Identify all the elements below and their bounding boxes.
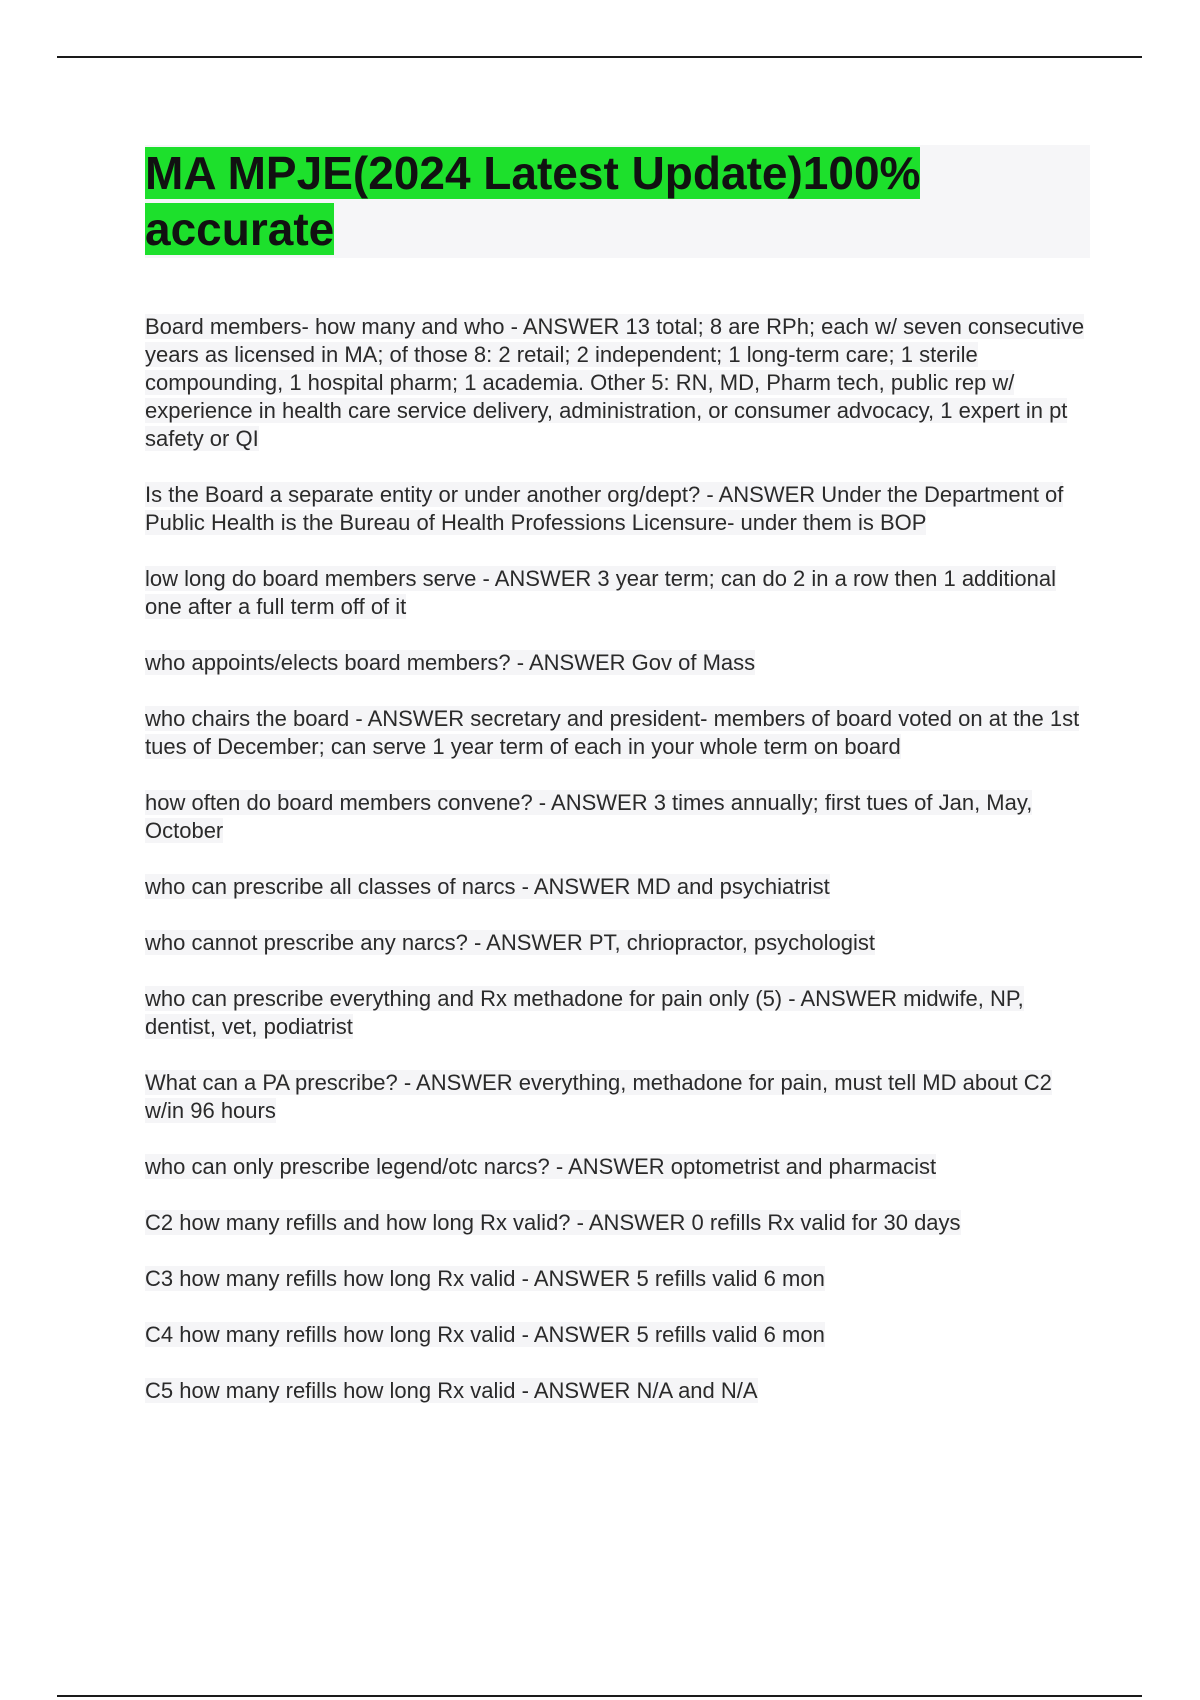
qa-item bbox=[145, 649, 1090, 677]
qa-item bbox=[145, 1209, 1090, 1237]
qa-text: What can a PA prescribe? - ANSWER everything, methadone for pain, must tell MD about C2 w/in 96 hours bbox=[145, 1070, 1052, 1123]
qa-item bbox=[145, 705, 1090, 761]
qa-item bbox=[145, 1069, 1090, 1125]
qa-text: who can prescribe everything and Rx methadone for pain only (5) - ANSWER midwife, NP, dentist, vet, podiatrist bbox=[145, 986, 1024, 1039]
qa-item bbox=[145, 313, 1090, 453]
title-highlight: MA MPJE(2024 Latest Update)100% accurate bbox=[145, 147, 921, 255]
qa-text: low long do board members serve - ANSWER 3 year term; can do 2 in a row then 1 additional one after a full term off of it bbox=[145, 566, 1057, 619]
qa-item bbox=[145, 1321, 1090, 1349]
qa-item bbox=[145, 1153, 1090, 1181]
document-title bbox=[145, 145, 1090, 257]
qa-text: Is the Board a separate entity or under another org/dept? - ANSWER Under the Department of Public Health is the Bureau of Health Professions Licensure- under them is BOP bbox=[145, 482, 1064, 535]
qa-text: who chairs the board - ANSWER secretary and president- members of board voted on at the 1st tues of December; can serve 1 year term of each in your whole term on board bbox=[145, 706, 1080, 759]
qa-item bbox=[145, 985, 1090, 1041]
qa-item bbox=[145, 481, 1090, 537]
qa-text: Board members- how many and who - ANSWER 13 total; 8 are RPh; each w/ seven consecutive years as licensed in MA; of those 8: 2 retail; 2 independent; 1 long-term care; 1 sterile compounding, 1 hospital pharm; 1 academia. Other 5: RN, MD, Pharm tech, public rep w/ experience in health care service delivery, administration, or consumer advocacy, 1 expert in pt safety or QI bbox=[145, 314, 1085, 451]
qa-text: who can prescribe all classes of narcs - ANSWER MD and psychiatrist bbox=[145, 874, 830, 899]
top-rule bbox=[57, 56, 1142, 58]
qa-text: who appoints/elects board members? - ANSWER Gov of Mass bbox=[145, 650, 756, 675]
qa-text: who cannot prescribe any narcs? - ANSWER PT, chriopractor, psychologist bbox=[145, 930, 875, 955]
qa-item bbox=[145, 1265, 1090, 1293]
bottom-rule bbox=[57, 1695, 1142, 1697]
qa-item bbox=[145, 929, 1090, 957]
qa-item bbox=[145, 873, 1090, 901]
qa-text: C3 how many refills how long Rx valid - ANSWER 5 refills valid 6 mon bbox=[145, 1266, 825, 1291]
qa-text: how often do board members convene? - ANSWER 3 times annually; first tues of Jan, May, October bbox=[145, 790, 1033, 843]
qa-item bbox=[145, 565, 1090, 621]
title-block bbox=[145, 145, 1090, 258]
qa-list bbox=[145, 313, 1090, 1433]
qa-text: who can only prescribe legend/otc narcs? - ANSWER optometrist and pharmacist bbox=[145, 1154, 937, 1179]
qa-item bbox=[145, 789, 1090, 845]
qa-text: C2 how many refills and how long Rx valid? - ANSWER 0 refills Rx valid for 30 days bbox=[145, 1210, 961, 1235]
qa-text: C4 how many refills how long Rx valid - ANSWER 5 refills valid 6 mon bbox=[145, 1322, 825, 1347]
qa-item bbox=[145, 1377, 1090, 1405]
qa-text: C5 how many refills how long Rx valid - ANSWER N/A and N/A bbox=[145, 1378, 758, 1403]
